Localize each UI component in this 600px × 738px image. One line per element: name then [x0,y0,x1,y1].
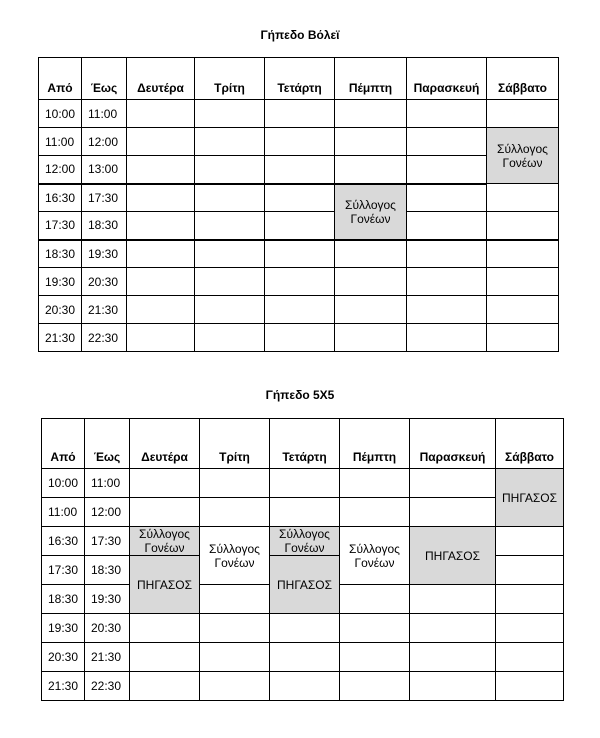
booking-wednesday-pegasus: ΠΗΓΑΣΟΣ [270,556,340,614]
table-row [39,156,559,184]
booking-thursday-parents [340,527,410,585]
header-wednesday: Τετάρτη [270,419,340,469]
time-to: 12:00 [85,498,130,527]
slot-cell [487,212,559,240]
slot-cell [200,614,270,643]
slot-cell [130,469,200,498]
slot-cell [195,296,265,324]
slot-cell [195,128,265,156]
slot-cell [270,672,340,701]
slot-cell [270,469,340,498]
slot-cell [410,585,496,614]
time-from: 19:30 [39,268,82,296]
booking-line: Σύλλογος [139,527,190,541]
time-from: 11:00 [39,128,82,156]
slot-cell [407,128,487,156]
header-monday: Δευτέρα [127,58,195,100]
time-from: 11:00 [42,498,85,527]
slot-cell [487,184,559,212]
slot-cell [407,156,487,184]
slot-cell [195,268,265,296]
slot-cell [195,184,265,212]
slot-cell [270,643,340,672]
slot-cell [130,643,200,672]
table-row [39,184,559,212]
header-friday: Παρασκευή [410,419,496,469]
slot-cell [127,128,195,156]
time-to: 11:00 [85,469,130,498]
slot-cell [410,469,496,498]
slot-cell [410,643,496,672]
time-from: 10:00 [39,100,82,128]
time-to: 18:30 [85,556,130,585]
slot-cell [265,156,335,184]
slot-cell [335,240,407,268]
slot-cell [410,672,496,701]
slot-cell [487,296,559,324]
slot-cell [127,100,195,128]
slot-cell [335,100,407,128]
header-thursday: Πέμπτη [340,419,410,469]
slot-cell [195,100,265,128]
booking-line: Σύλλογος [349,541,400,556]
slot-cell [127,184,195,212]
booking-line: Γονέων [350,211,391,226]
slot-cell [407,324,487,352]
booking-friday-pegasus: ΠΗΓΑΣΟΣ [410,527,496,585]
slot-cell [407,100,487,128]
slot-cell [496,556,564,585]
slot-cell [487,100,559,128]
slot-cell [496,672,564,701]
time-to: 22:30 [85,672,130,701]
booking-saturday-pegasus: ΠΗΓΑΣΟΣ [496,469,564,527]
volley-schedule-table [38,57,559,352]
slot-cell [195,156,265,184]
booking-line: Γονέων [502,155,543,170]
table-row [42,643,564,672]
table-row [42,614,564,643]
table-row [42,672,564,701]
booking-saturday-parents [487,128,559,184]
time-to: 12:00 [82,128,127,156]
time-to: 13:00 [82,156,127,184]
slot-cell [265,268,335,296]
table-row [39,212,559,240]
header-monday: Δευτέρα [130,419,200,469]
header-saturday: Σάββατο [487,58,559,100]
header-row [39,58,559,100]
time-to: 19:30 [85,585,130,614]
time-from: 12:00 [39,156,82,184]
slot-cell [130,614,200,643]
slot-cell [265,100,335,128]
booking-line: Γονέων [284,541,325,555]
slot-cell [410,498,496,527]
slot-cell [496,585,564,614]
time-from: 16:30 [42,527,85,556]
slot-cell [407,212,487,240]
time-to: 20:30 [82,268,127,296]
slot-cell [195,324,265,352]
booking-thursday-parents [335,184,407,240]
time-to: 11:00 [82,100,127,128]
header-thursday: Πέμπτη [335,58,407,100]
slot-cell [127,268,195,296]
header-from: Από [39,58,82,100]
time-from: 10:00 [42,469,85,498]
slot-cell [496,614,564,643]
booking-line: Γονέων [214,555,255,570]
booking-line: Γονέων [354,555,395,570]
slot-cell [195,240,265,268]
slot-cell [130,672,200,701]
slot-cell [265,240,335,268]
slot-cell [407,184,487,212]
fivebyfive-title: Γήπεδο 5Χ5 [265,388,335,402]
time-from: 19:30 [42,614,85,643]
slot-cell [265,128,335,156]
header-friday: Παρασκευή [407,58,487,100]
table-row [39,296,559,324]
slot-cell [340,614,410,643]
slot-cell [335,296,407,324]
booking-monday-pegasus: ΠΗΓΑΣΟΣ [130,556,200,614]
time-to: 17:30 [85,527,130,556]
booking-line: Σύλλογος [345,197,396,212]
slot-cell [340,643,410,672]
slot-cell [200,469,270,498]
slot-cell [496,527,564,556]
slot-cell [127,296,195,324]
time-from: 20:30 [42,643,85,672]
table-row [42,469,564,498]
slot-cell [127,212,195,240]
header-to: Έως [82,58,127,100]
slot-cell [335,156,407,184]
slot-cell [127,156,195,184]
slot-cell [487,240,559,268]
table-row [39,268,559,296]
slot-cell [200,643,270,672]
time-to: 20:30 [85,614,130,643]
slot-cell [200,498,270,527]
booking-line: Γονέων [144,541,185,555]
time-from: 17:30 [42,556,85,585]
slot-cell [200,585,270,614]
booking-line: Σύλλογος [497,141,548,156]
slot-cell [130,498,200,527]
slot-cell [265,324,335,352]
booking-line: Σύλλογος [279,527,330,541]
time-from: 21:30 [39,324,82,352]
header-tuesday: Τρίτη [200,419,270,469]
slot-cell [127,324,195,352]
time-from: 18:30 [42,585,85,614]
booking-monday-parents [130,527,200,556]
table-row [39,240,559,268]
fivebyfive-schedule-table [41,418,564,701]
slot-cell [195,212,265,240]
slot-cell [270,614,340,643]
table-row [42,527,564,556]
header-row [42,419,564,469]
slot-cell [340,585,410,614]
slot-cell [127,240,195,268]
time-to: 19:30 [82,240,127,268]
header-saturday: Σάββατο [496,419,564,469]
slot-cell [340,672,410,701]
header-from: Από [42,419,85,469]
time-to: 18:30 [82,212,127,240]
time-from: 21:30 [42,672,85,701]
header-to: Έως [85,419,130,469]
header-tuesday: Τρίτη [195,58,265,100]
slot-cell [335,268,407,296]
slot-cell [335,128,407,156]
booking-line: Σύλλογος [209,541,260,556]
slot-cell [340,498,410,527]
table-row [39,128,559,156]
time-to: 21:30 [85,643,130,672]
slot-cell [407,296,487,324]
time-to: 22:30 [82,324,127,352]
table-row [39,324,559,352]
table-row [42,498,564,527]
booking-wednesday-parents [270,527,340,556]
slot-cell [407,268,487,296]
header-wednesday: Τετάρτη [265,58,335,100]
time-to: 21:30 [82,296,127,324]
slot-cell [200,672,270,701]
slot-cell [265,184,335,212]
time-from: 18:30 [39,240,82,268]
time-from: 20:30 [39,296,82,324]
time-to: 17:30 [82,184,127,212]
volley-title: Γήπεδο Βόλεϊ [260,28,340,42]
time-from: 17:30 [39,212,82,240]
slot-cell [487,324,559,352]
slot-cell [265,296,335,324]
slot-cell [487,268,559,296]
slot-cell [496,643,564,672]
slot-cell [340,469,410,498]
time-from: 16:30 [39,184,82,212]
slot-cell [407,240,487,268]
booking-tuesday-parents [200,527,270,585]
slot-cell [410,614,496,643]
table-row [39,100,559,128]
slot-cell [335,324,407,352]
slot-cell [265,212,335,240]
slot-cell [270,498,340,527]
